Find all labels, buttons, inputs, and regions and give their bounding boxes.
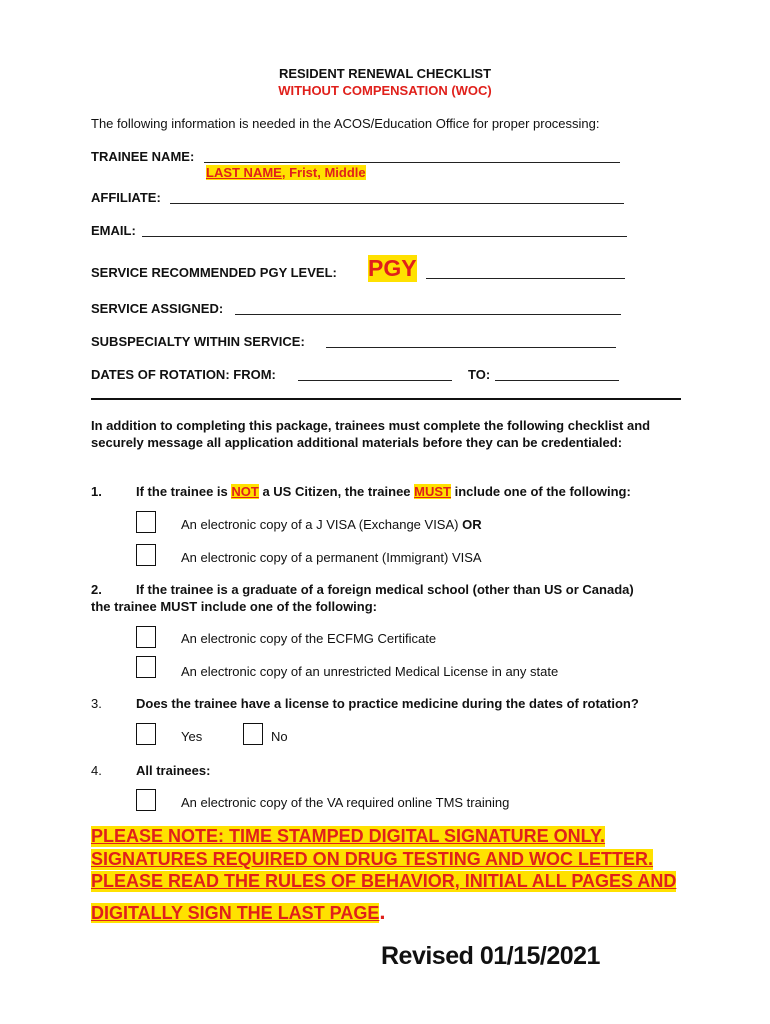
medical-license-option: An electronic copy of an unrestricted Medical License in any state — [181, 664, 559, 679]
notice-line-4 — [91, 899, 386, 925]
name-format-rest: , Frist, Middle — [281, 165, 366, 180]
item1-text-a: If the trainee is — [136, 484, 232, 499]
item2-number: 2. — [91, 582, 102, 597]
notice-line-3: PLEASE READ THE RULES OF BEHAVIOR, INITIAL ALL PAGES AND — [91, 871, 677, 891]
item3-question: Does the trainee have a license to practice medicine during the dates of rotation? — [136, 696, 639, 711]
item1-text-b: a US Citizen, the trainee — [258, 484, 415, 499]
instructions-paragraph: In addition to completing this package, trainees must complete the following checklist and securely message all application additional materials before they can be credentialed: — [91, 418, 651, 450]
notice-period: . — [379, 899, 386, 924]
last-name-highlight: LAST NAME — [206, 165, 282, 180]
service-assigned-label: SERVICE ASSIGNED: — [91, 301, 224, 316]
page-subtitle: WITHOUT COMPENSATION (WOC) — [278, 83, 492, 98]
dates-from-field[interactable] — [298, 380, 452, 381]
item1-number: 1. — [91, 484, 102, 499]
item1-text-c: include one of the following: — [451, 484, 631, 499]
j-visa-checkbox[interactable] — [136, 511, 156, 533]
license-no-checkbox[interactable] — [243, 723, 263, 745]
email-field[interactable] — [142, 236, 627, 237]
revised-date: Revised 01/15/2021 — [381, 942, 600, 970]
tms-training-checkbox[interactable] — [136, 789, 156, 811]
subspecialty-label: SUBSPECIALTY WITHIN SERVICE: — [91, 334, 305, 349]
pgy-level-label: SERVICE RECOMMENDED PGY LEVEL: — [91, 265, 337, 280]
affiliate-field[interactable] — [170, 203, 624, 204]
ecfmg-option: An electronic copy of the ECFMG Certificate — [181, 631, 437, 646]
license-yes-label: Yes — [181, 729, 203, 744]
must-highlight: MUST — [414, 484, 451, 499]
dates-to-field[interactable] — [495, 380, 619, 381]
service-assigned-field[interactable] — [235, 314, 621, 315]
license-yes-checkbox[interactable] — [136, 723, 156, 745]
ecfmg-checkbox[interactable] — [136, 626, 156, 648]
page-title: RESIDENT RENEWAL CHECKLIST — [278, 66, 492, 81]
name-format-hint — [206, 165, 366, 180]
item4-number: 4. — [91, 763, 102, 778]
item1-heading — [136, 484, 631, 499]
trainee-name-field[interactable] — [204, 162, 620, 163]
license-no-label: No — [271, 729, 288, 744]
tms-training-option: An electronic copy of the VA required online TMS training — [181, 795, 510, 810]
or-text: OR — [462, 517, 482, 532]
pgy-prefix: PGY — [368, 255, 417, 281]
trainee-name-label: TRAINEE NAME: — [91, 149, 195, 164]
permanent-visa-checkbox[interactable] — [136, 544, 156, 566]
medical-license-checkbox[interactable] — [136, 656, 156, 678]
item3-number: 3. — [91, 696, 102, 711]
item2-heading-line2: the trainee MUST include one of the following: — [91, 599, 377, 614]
intro-text: The following information is needed in the ACOS/Education Office for proper processing: — [91, 116, 600, 131]
subspecialty-field[interactable] — [326, 347, 616, 348]
permanent-visa-option: An electronic copy of a permanent (Immigrant) VISA — [181, 550, 482, 565]
notice-line-2: SIGNATURES REQUIRED ON DRUG TESTING AND WOC LETTER. — [91, 849, 654, 869]
dates-from-label: DATES OF ROTATION: FROM: — [91, 367, 276, 382]
pgy-level-field[interactable] — [426, 278, 625, 279]
not-highlight: NOT — [231, 484, 259, 499]
item4-label: All trainees: — [136, 763, 211, 778]
j-visa-option — [181, 517, 482, 532]
email-label: EMAIL: — [91, 223, 136, 238]
notice-line-4-text: DIGITALLY SIGN THE LAST PAGE — [91, 903, 380, 923]
dates-to-label: TO: — [468, 367, 491, 382]
section-divider — [91, 398, 681, 400]
item2-heading-line1: If the trainee is a graduate of a foreign medical school (other than US or Canada) — [136, 582, 634, 597]
j-visa-text: An electronic copy of a J VISA (Exchange VISA) — [181, 517, 463, 532]
affiliate-label: AFFILIATE: — [91, 190, 161, 205]
notice-line-1: PLEASE NOTE: TIME STAMPED DIGITAL SIGNATURE ONLY. — [91, 826, 606, 846]
